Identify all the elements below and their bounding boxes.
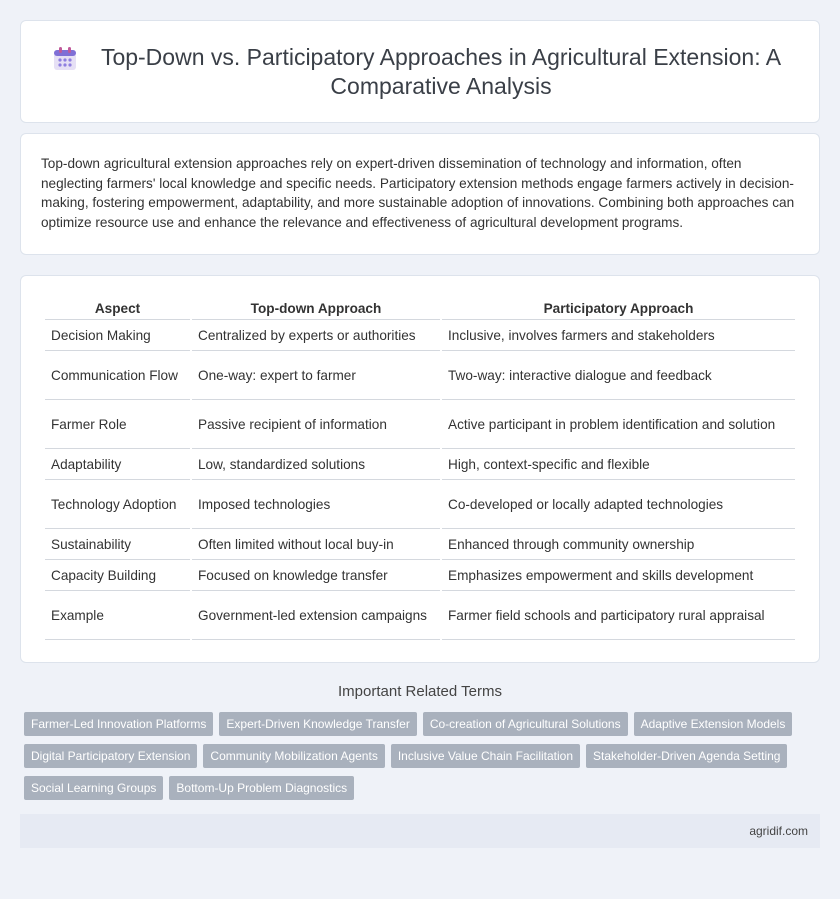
table-cell: Adaptability — [45, 449, 190, 480]
page-title: Top-Down vs. Participatory Approaches in Agricultural Extension: A Comparative Analysis — [100, 43, 782, 99]
term-tag[interactable]: Social Learning Groups — [24, 776, 163, 800]
calendar-icon — [51, 45, 79, 73]
table-cell: Farmer Role — [45, 400, 190, 449]
term-tag[interactable]: Expert-Driven Knowledge Transfer — [219, 712, 416, 736]
table-cell: Passive recipient of information — [192, 400, 440, 449]
table-header-row — [45, 296, 795, 320]
footer-site-link[interactable]: agridif.com — [749, 824, 808, 839]
table-cell: Active participant in problem identification and solution — [442, 400, 795, 449]
column-header-participatory: Participatory Approach — [442, 296, 795, 320]
term-tag[interactable]: Farmer-Led Innovation Platforms — [24, 712, 213, 736]
table-cell: Inclusive, involves farmers and stakeholders — [442, 320, 795, 351]
column-header-top-down: Top-down Approach — [192, 296, 440, 320]
table-row — [45, 480, 795, 529]
table-cell: Communication Flow — [45, 351, 190, 400]
table-cell: Technology Adoption — [45, 480, 190, 529]
table-cell: Low, standardized solutions — [192, 449, 440, 480]
intro-text: Top-down agricultural extension approaches rely on expert-driven dissemination of technology and information, often neglecting farmers' local knowledge and specific needs. Participatory extension methods engage farmers actively in decision-making, fostering empowerment, adaptability, and more sustainable adoption of innovations. Combining both approaches can optimize resource use and enhance the relevance and effectiveness of agricultural development programs. — [41, 156, 795, 230]
table-cell: Imposed technologies — [192, 480, 440, 529]
term-tag[interactable]: Bottom-Up Problem Diagnostics — [169, 776, 354, 800]
term-tag[interactable]: Adaptive Extension Models — [634, 712, 793, 736]
table-cell: Often limited without local buy-in — [192, 529, 440, 560]
table-cell: One-way: expert to farmer — [192, 351, 440, 400]
column-header-aspect: Aspect — [45, 296, 190, 320]
table-cell: Enhanced through community ownership — [442, 529, 795, 560]
table-cell: Co-developed or locally adapted technologies — [442, 480, 795, 529]
comparison-table-card — [20, 275, 820, 663]
table-row — [45, 320, 795, 351]
related-terms-tags — [0, 712, 840, 800]
table-row — [45, 560, 795, 591]
table-cell: Capacity Building — [45, 560, 190, 591]
table-cell: Example — [45, 591, 190, 640]
term-tag[interactable]: Community Mobilization Agents — [203, 744, 384, 768]
table-cell: Government-led extension campaigns — [192, 591, 440, 640]
table-cell: Focused on knowledge transfer — [192, 560, 440, 591]
title-wrap — [51, 43, 789, 101]
table-cell: Emphasizes empowerment and skills development — [442, 560, 795, 591]
table-cell: Decision Making — [45, 320, 190, 351]
comparison-table — [43, 296, 797, 640]
term-tag[interactable]: Digital Participatory Extension — [24, 744, 197, 768]
related-terms-heading: Important Related Terms — [338, 683, 502, 701]
table-row — [45, 351, 795, 400]
table-row — [45, 529, 795, 560]
table-row — [45, 449, 795, 480]
term-tag[interactable]: Stakeholder-Driven Agenda Setting — [586, 744, 787, 768]
related-terms-section — [0, 683, 840, 800]
intro-card — [20, 133, 820, 255]
table-row — [45, 591, 795, 640]
table-cell: Farmer field schools and participatory rural appraisal — [442, 591, 795, 640]
footer — [20, 814, 820, 848]
table-row — [45, 400, 795, 449]
table-cell: Sustainability — [45, 529, 190, 560]
table-cell: Two-way: interactive dialogue and feedback — [442, 351, 795, 400]
table-cell: High, context-specific and flexible — [442, 449, 795, 480]
term-tag[interactable]: Inclusive Value Chain Facilitation — [391, 744, 580, 768]
table-cell: Centralized by experts or authorities — [192, 320, 440, 351]
title-card — [20, 20, 820, 123]
term-tag[interactable]: Co-creation of Agricultural Solutions — [423, 712, 628, 736]
